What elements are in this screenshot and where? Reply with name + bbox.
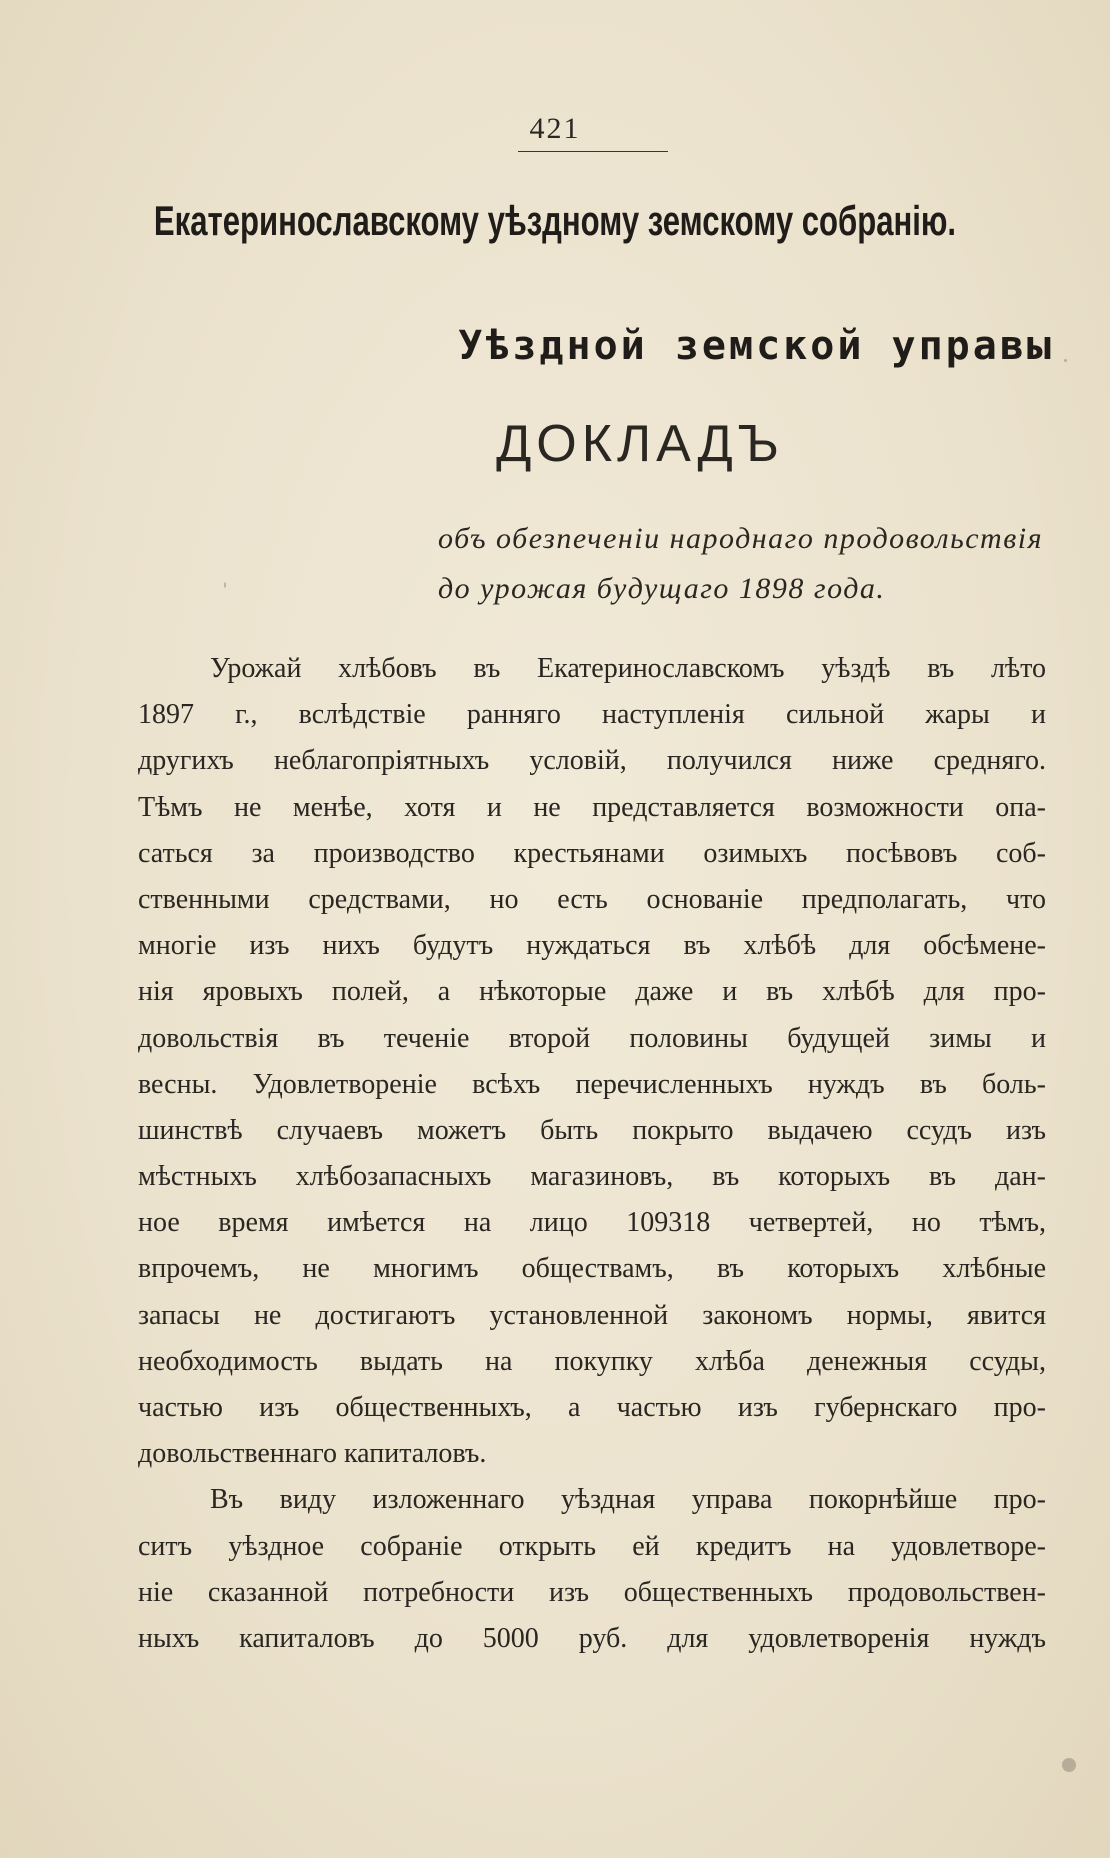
- paper-speck: [1064, 359, 1067, 362]
- text-line: необходимость выдать на покупку хлѣба денежныя ссуды,: [138, 1345, 1046, 1377]
- paragraph-2: [138, 1477, 1046, 1662]
- text-line: 1897 г., вслѣдствіе ранняго наступленія сильной жары и: [138, 699, 1046, 731]
- text-line: частью изъ общественныхъ, а частью изъ губернскаго про-: [138, 1392, 1046, 1423]
- heading-issuer: Уѣздной земской управы: [458, 323, 1054, 369]
- text-line: впрочемъ, не многимъ обществамъ, въ которыхъ хлѣбные: [138, 1253, 1046, 1285]
- text-line: весны. Удовлетвореніе всѣхъ перечисленныхъ нуждъ въ боль-: [138, 1068, 1046, 1100]
- page-number: 421: [529, 112, 581, 145]
- text-line: шинствѣ случаевъ можетъ быть покрыто выдачею ссудъ изъ: [138, 1114, 1046, 1146]
- heading-addressee: Екатеринославскому уѣздному земскому собранію.: [153, 197, 957, 244]
- text-line: ственными средствами, но есть основаніе предполагать, что: [138, 883, 1046, 915]
- text-line: мѣстныхъ хлѣбозапасныхъ магазиновъ, въ которыхъ въ дан-: [138, 1161, 1046, 1193]
- text-line: запасы не достигаютъ установленной закономъ нормы, явится: [138, 1299, 1046, 1331]
- text-line: ситъ уѣздное собраніе открыть ей кредитъ на удовлетворе-: [138, 1530, 1046, 1562]
- subject-line-2: до урожая будущаго 1898 года.: [438, 572, 886, 605]
- text-line: Тѣмъ не менѣе, хотя и не представляется возможности опа-: [138, 791, 1046, 823]
- text-line: ное время имѣется на лицо 109318 четвертей, но тѣмъ,: [138, 1207, 1046, 1239]
- paper-speck: [224, 582, 226, 588]
- body-text: [138, 646, 1046, 1662]
- text-line: ніе сказанной потребности изъ общественныхъ продовольствен-: [138, 1576, 1046, 1608]
- text-line: довольствія въ теченіе второй половины будущей зимы и: [138, 1022, 1046, 1054]
- text-line: саться за производство крестьянами озимыхъ посѣвовъ соб-: [138, 837, 1046, 869]
- text-line: многіе изъ нихъ будутъ нуждаться въ хлѣбѣ для обсѣмене-: [138, 930, 1046, 962]
- text-line: другихъ неблагопріятныхъ условій, получился ниже средняго.: [138, 745, 1046, 777]
- paper-speck: [1062, 1758, 1076, 1772]
- text-line: нія яровыхъ полей, а нѣкоторые даже и въ хлѣбѣ для про-: [138, 976, 1046, 1008]
- text-line: довольственнаго капиталовъ.: [138, 1438, 487, 1470]
- paragraph-1: [138, 646, 1046, 1477]
- heading-document-type: ДОКЛАДЪ: [496, 415, 784, 473]
- text-line: Въ виду изложеннаго уѣздная управа покорнѣйше про-: [210, 1484, 1046, 1516]
- page-number-rule: [518, 151, 668, 152]
- text-line: Урожай хлѣбовъ въ Екатеринославскомъ уѣздѣ въ лѣто: [210, 653, 1046, 684]
- subject-line-1: объ обезпеченіи народнаго продовольствія: [438, 522, 1044, 555]
- text-line: ныхъ капиталовъ до 5000 руб. для удовлетворенія нуждъ: [138, 1622, 1046, 1654]
